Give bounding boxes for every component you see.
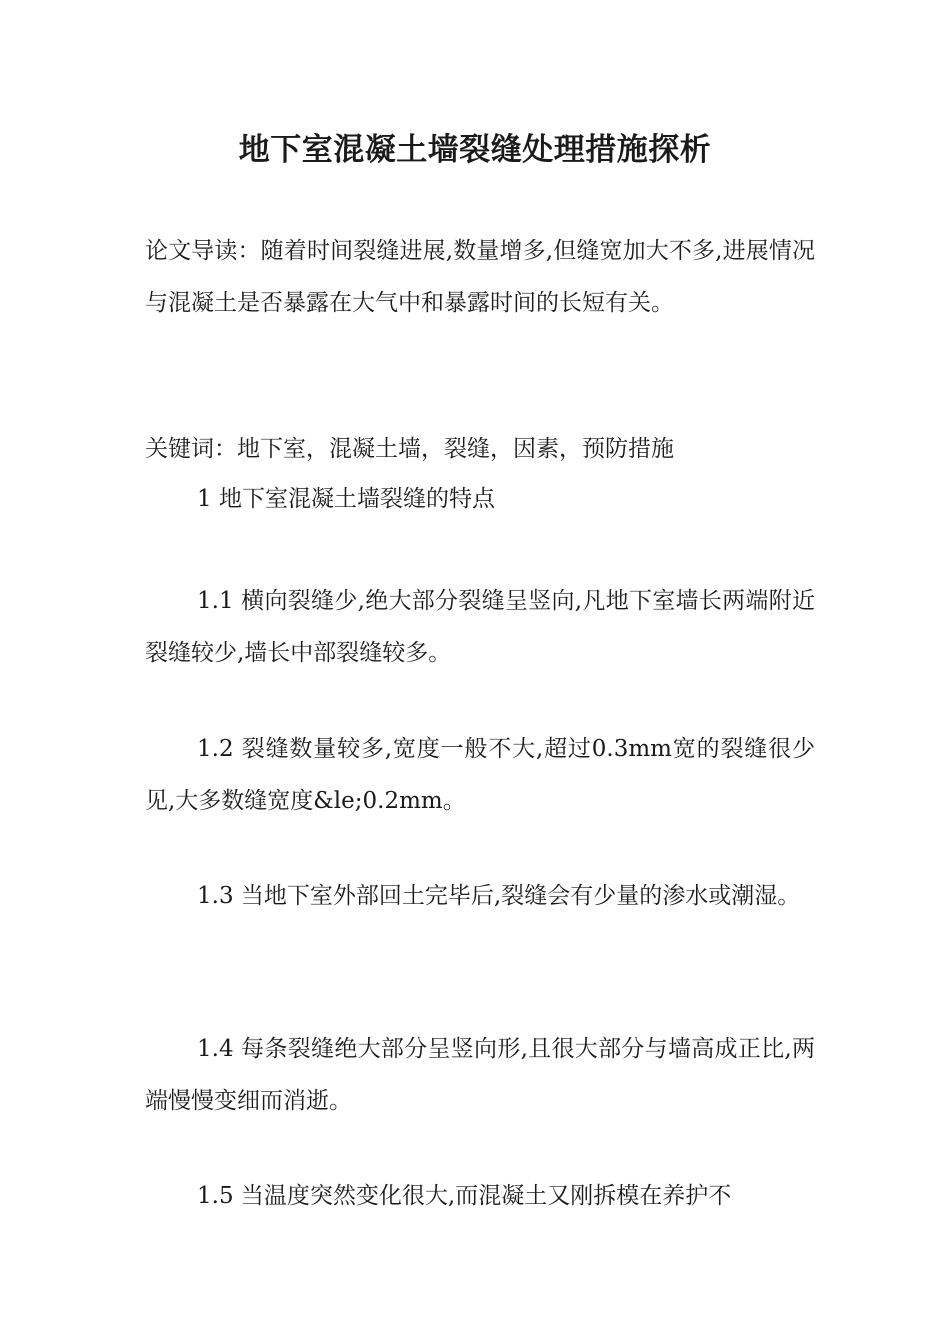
section-heading-1: 1 地下室混凝土墙裂缝的特点 (197, 486, 495, 512)
list-item-1-2: 1.2 裂缝数量较多,宽度一般不大,超过0.3mm宽的裂缝很少见,大多数缝宽度&le;0.2mm。 (145, 736, 815, 814)
list-item-1-4: 1.4 每条裂缝绝大部分呈竖向形,且很大部分与墙高成正比,两端慢慢变细而消逝。 (145, 1036, 815, 1114)
list-item-1-5: 1.5 当温度突然变化很大,而混凝土又刚拆模在养护不 (197, 1183, 732, 1209)
list-item-1-3: 1.3 当地下室外部回土完毕后,裂缝会有少量的渗水或潮湿。 (197, 883, 801, 909)
document-title: 地下室混凝土墙裂缝处理措施探析 (238, 132, 712, 168)
keywords-line: 关键词：地下室，混凝土墙，裂缝，因素，预防措施 (145, 436, 674, 462)
abstract-paragraph: 论文导读：随着时间裂缝进展,数量增多,但缝宽加大不多,进展情况与混凝土是否暴露在大气中和暴露时间的长短有关。 (145, 238, 815, 316)
list-item-1-1: 1.1 横向裂缝少,绝大部分裂缝呈竖向,凡地下室墙长两端附近裂缝较少,墙长中部裂缝较多。 (145, 588, 815, 666)
